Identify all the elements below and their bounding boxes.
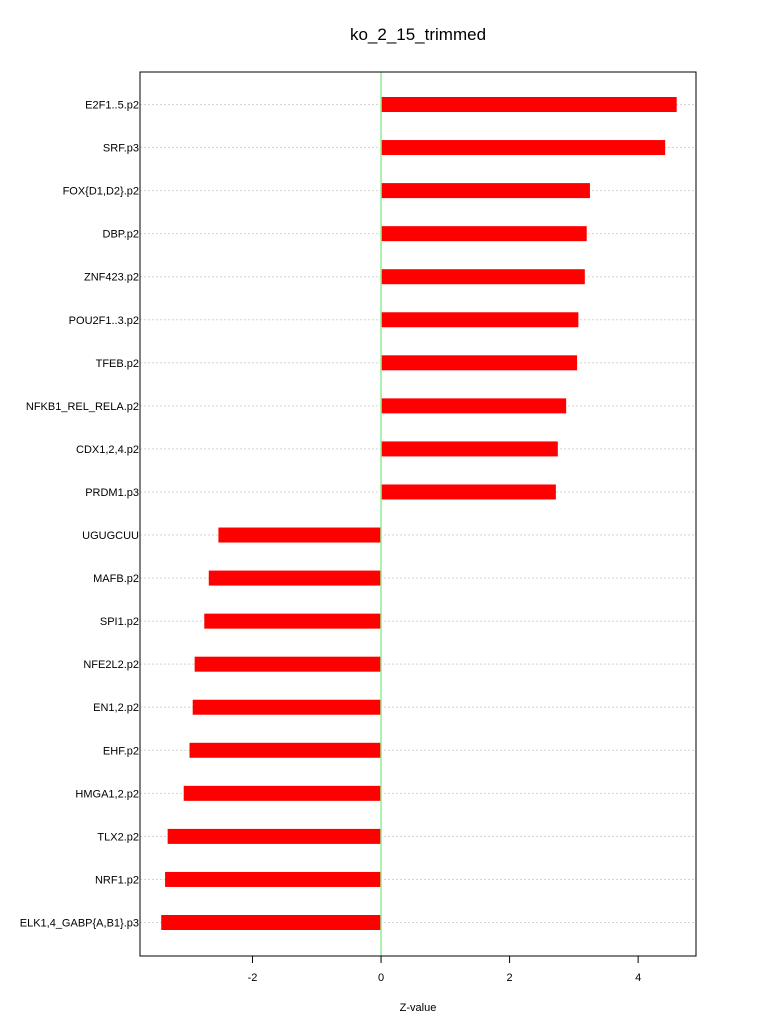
category-label: ZNF423.p2: [83, 271, 139, 284]
bar: [195, 657, 381, 672]
bar: [193, 700, 381, 715]
bar: [381, 484, 556, 499]
category-label: NRF1.p2: [94, 874, 139, 887]
bar: [381, 312, 578, 327]
bar: [168, 829, 381, 844]
x-tick-label: 4: [635, 972, 642, 984]
bar: [381, 97, 677, 112]
category-label: SRF.p3: [102, 142, 139, 155]
bar: [165, 872, 381, 887]
category-label: MAFB.p2: [93, 573, 139, 586]
category-label: E2F1..5.p2: [85, 99, 139, 112]
category-label: POU2F1..3.p2: [68, 314, 139, 327]
plot-frame: [140, 72, 696, 956]
bar: [381, 269, 585, 284]
x-tick-label: 0: [377, 972, 385, 984]
category-label: NFKB1_REL_RELA.p2: [25, 400, 139, 413]
bar: [381, 140, 665, 155]
x-axis-title: Z-value: [399, 1002, 437, 1014]
bar: [209, 571, 381, 586]
category-label: NFE2L2.p2: [83, 659, 139, 672]
category-label: FOX{D1,D2}.p2: [62, 185, 139, 198]
bar: [189, 743, 381, 758]
category-label: TLX2.p2: [97, 831, 139, 844]
x-tick-label: -2: [247, 972, 258, 984]
bar: [381, 183, 590, 198]
category-label: DBP.p2: [102, 228, 139, 241]
x-axis: [248, 956, 642, 984]
bar: [161, 915, 381, 930]
bar: [381, 441, 558, 456]
category-label: SPI1.p2: [99, 616, 139, 629]
category-label: TFEB.p2: [95, 357, 139, 370]
x-tick-label: 2: [506, 972, 513, 984]
bar: [381, 226, 587, 241]
bar: [184, 786, 381, 801]
category-labels: [20, 100, 139, 930]
category-label: EN1,2.p2: [93, 702, 139, 715]
chart-title: ko_2_15_trimmed: [349, 25, 487, 44]
category-label: UGUGCUU: [82, 530, 139, 543]
bar: [381, 398, 566, 413]
category-label: HMGA1,2.p2: [75, 788, 139, 801]
category-label: CDX1,2,4.p2: [76, 443, 139, 456]
category-label: ELK1,4_GABP{A,B1}.p3: [19, 917, 139, 930]
bar: [381, 355, 577, 370]
category-label: EHF.p2: [102, 745, 139, 758]
bars: [161, 97, 677, 930]
bar: [218, 528, 381, 543]
bar: [204, 614, 381, 629]
category-label: PRDM1.p3: [85, 486, 139, 499]
